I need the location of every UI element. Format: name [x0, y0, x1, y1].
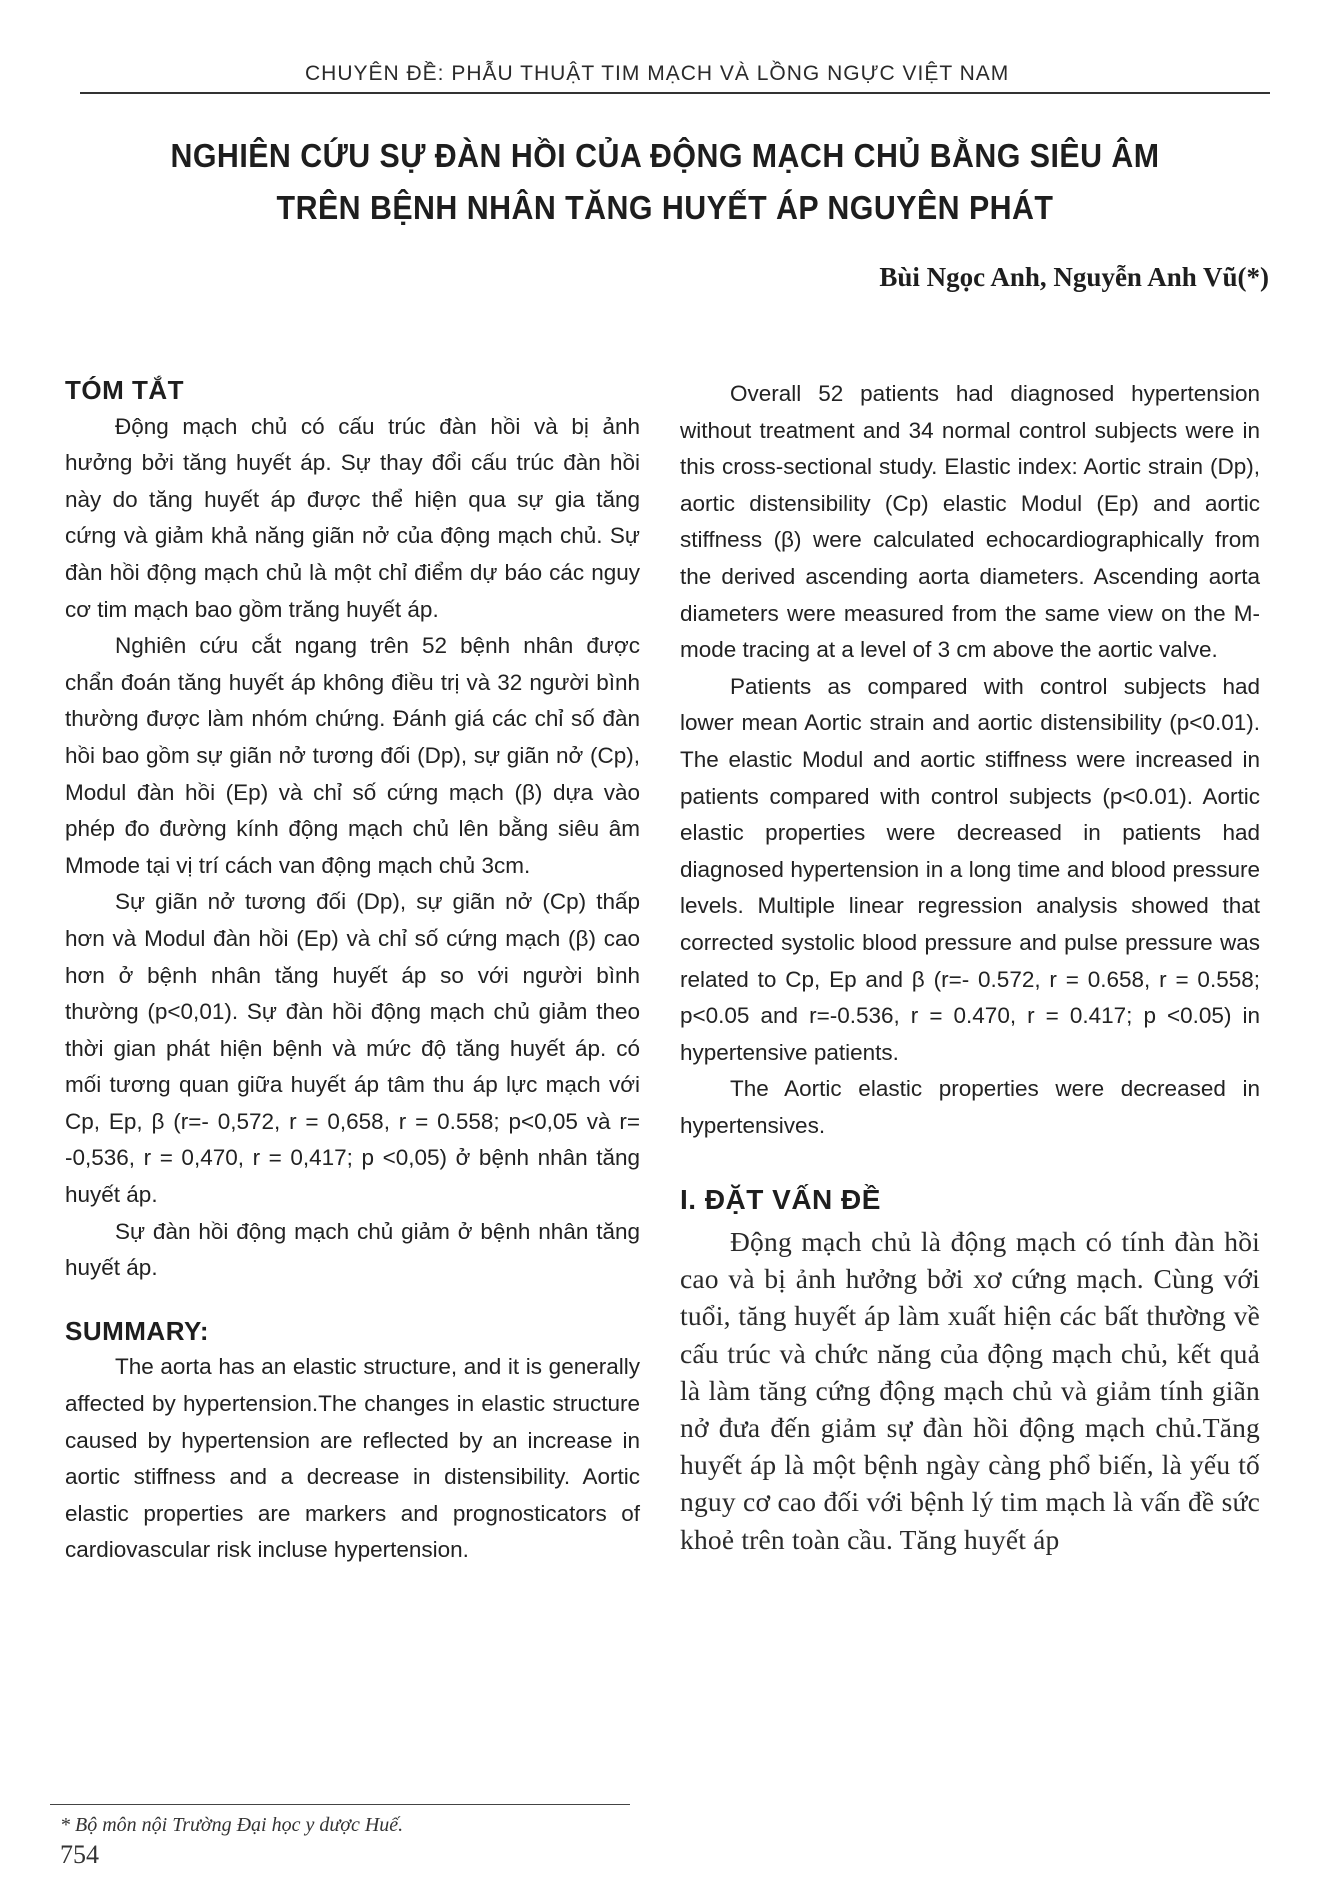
abstract-vi-paragraph: Sự đàn hồi động mạch chủ giảm ở bệnh nhân tăng huyết áp.	[65, 1218, 640, 1281]
summary-paragraph: Overall 52 patients had diagnosed hypertension without treatment and 34 normal control subjects were in this cross-sectional study. Elastic index: Aortic strain (Dp), aortic distensibility (Cp) elastic Modul (Ep) and aortic stiffness (β) were calculated echocardiographically from the derived ascending aorta diameters. Ascending aorta diameters were measured from the same view on the M-mode tracing at a level of 3 cm above the aortic valve.	[680, 381, 1260, 663]
introduction-heading: I. ĐẶT VẤN ĐỀ	[680, 1184, 881, 1216]
abstract-vi-paragraph: Động mạch chủ có cấu trúc đàn hồi và bị ảnh hưởng bởi tăng huyết áp. Sự thay đổi cấu trúc đàn hồi này do tăng huyết áp được thể hiện qua sự gia tăng cứng và giảm khả năng giãn nở của động mạch chủ. Sự đàn hồi động mạch chủ là một chỉ điểm dự báo các nguy cơ tim mạch bao gồm trăng huyết áp.	[65, 413, 640, 622]
abstract-vi-paragraph: Sự giãn nở tương đối (Dp), sự giãn nở (Cp) thấp hơn và Modul đàn hồi (Ep) và chỉ số cứng mạch (β) cao hơn ở bệnh nhân tăng huyết áp so với người bình thường (p<0,01). Sự đàn hồi động mạch chủ giảm theo thời gian phát hiện bệnh và mức độ tăng huyết áp. có mối tương quan giữa huyết áp tâm thu áp lực mạch với Cp, Ep, β (r=- 0,572, r = 0,658, r = 0.558; p<0,05 và r= -0,536, r = 0,470, r = 0,417; p <0,05) ở bệnh nhân tăng huyết áp.	[65, 889, 640, 1208]
footnote-rule	[50, 1804, 630, 1805]
summary-heading: SUMMARY:	[65, 1315, 210, 1346]
left-column	[65, 372, 640, 1569]
summary-paragraph: The aorta has an elastic structure, and it is generally affected by hypertension.The changes in elastic structure caused by hypertension are reflected by an increase in aortic stiffness and a decrease in distensibility. Aortic elastic properties are markers and prognosticators of cardiovascular risk incluse hypertension.	[65, 1354, 640, 1563]
introduction-paragraph: Động mạch chủ là động mạch có tính đàn hồi cao và bị ảnh hưởng bởi xơ cứng mạch. Cùng với tuổi, tăng huyết áp làm xuất hiện các bất thường về cấu trúc và chức năng của động mạch chủ, kết quả là làm tăng cứng động mạch chủ và giảm tính giãn nở đưa đến giảm sự đàn hồi động mạch chủ.Tăng huyết áp là một bệnh ngày càng phổ biến, là yếu tố nguy cơ cao đối với bệnh lý tim mạch là vấn đề sức khoẻ trên toàn cầu. Tăng huyết áp	[680, 1226, 1260, 1555]
abstract-vi-paragraph: Nghiên cứu cắt ngang trên 52 bệnh nhân được chẩn đoán tăng huyết áp không điều trị và 32 người bình thường được làm nhóm chứng. Đánh giá các chỉ số đàn hồi bao gồm sự giãn nở tương đối (Dp), sự giãn nở (Cp), Modul đàn hồi (Ep) và chỉ số cứng mạch (β) dựa vào phép đo đường kính động mạch chủ lên bằng siêu âm Mmode tại vị trí cách van động mạch chủ 3cm.	[65, 633, 640, 878]
page-number: 754	[60, 1840, 99, 1869]
authors: Bùi Ngọc Anh, Nguyễn Anh Vũ(*)	[879, 262, 1269, 292]
summary-paragraph: The Aortic elastic properties were decreased in hypertensives.	[680, 1076, 1260, 1138]
title-line-1: NGHIÊN CỨU SỰ ĐÀN HỒI CỦA ĐỘNG MẠCH CHỦ BẰNG SIÊU ÂM	[170, 137, 1160, 174]
article-title	[154, 130, 1175, 234]
right-column	[680, 376, 1260, 1558]
summary-paragraph: Patients as compared with control subjects had lower mean Aortic strain and aortic distensibility (p<0.01). The elastic Modul and aortic stiffness were increased in patients compared with control subjects (p<0.01). Aortic elastic properties were decreased in patients had diagnosed hypertension in a long time and blood pressure levels. Multiple linear regression analysis showed that corrected systolic blood pressure and pulse pressure was related to Cp, Ep and β (r=- 0.572, r = 0.658, r = 0.558; p<0.05 and r=-0.536, r = 0.470, r = 0.417; p <0.05) in hypertensive patients.	[680, 673, 1260, 1065]
running-head: CHUYÊN ĐỀ: PHẪU THUẬT TIM MẠCH VÀ LỒNG NGỰC VIỆT NAM	[305, 62, 1010, 85]
footnote: * Bộ môn nội Trường Đại học y dược Huế.	[60, 1814, 404, 1836]
header-rule	[80, 92, 1270, 94]
abstract-vi-heading: TÓM TẮT	[65, 375, 185, 405]
title-line-2: TRÊN BỆNH NHÂN TĂNG HUYẾT ÁP NGUYÊN PHÁT	[276, 189, 1054, 226]
